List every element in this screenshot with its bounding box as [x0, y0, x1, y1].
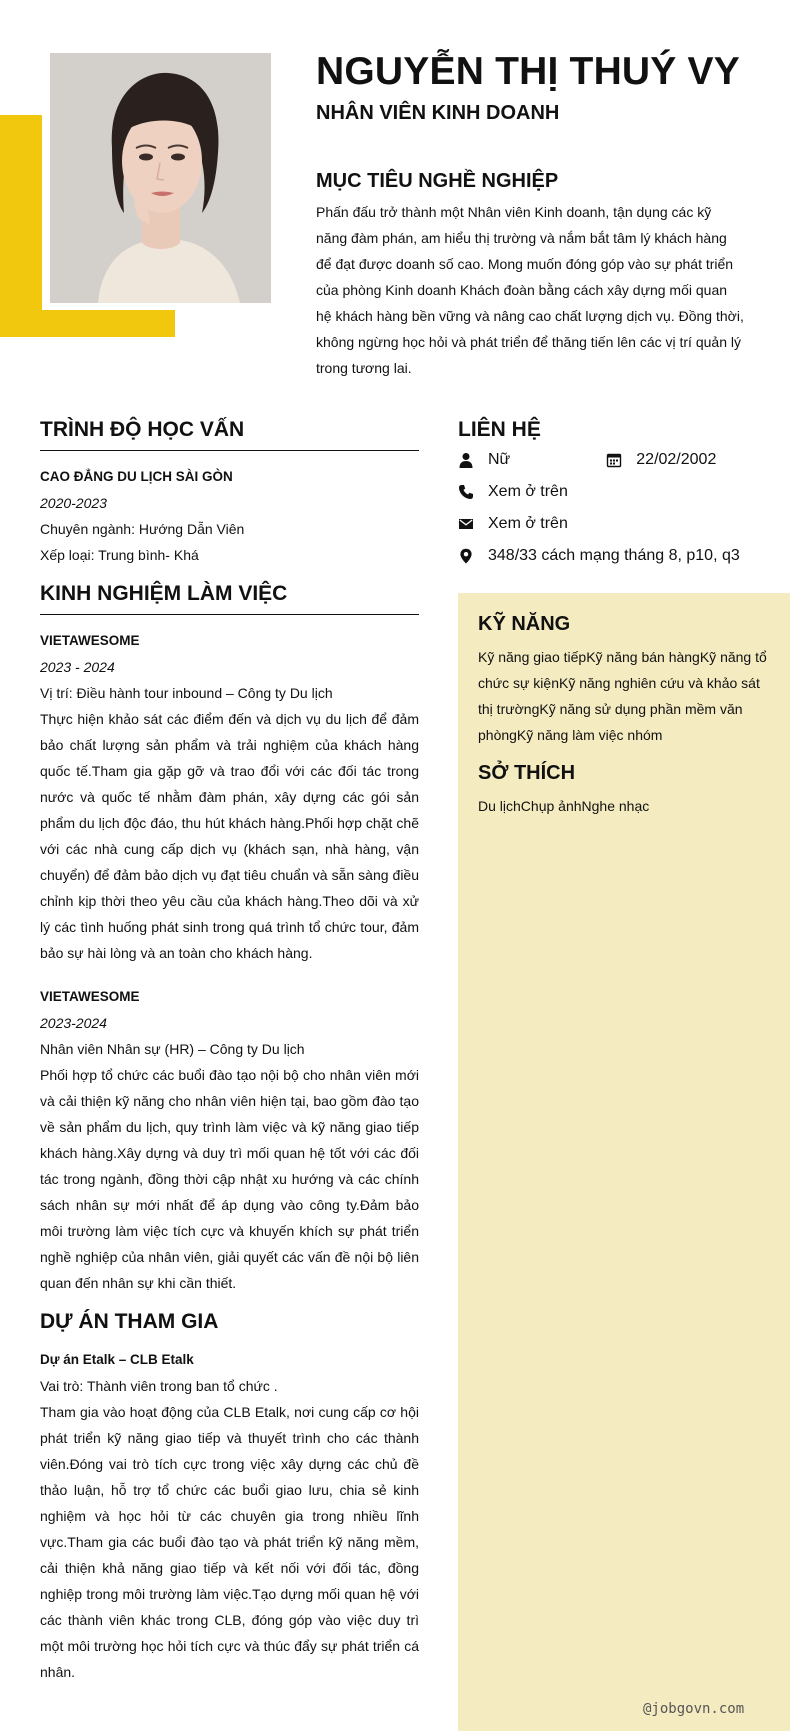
profile-photo — [50, 53, 271, 303]
sidebar-panel — [458, 593, 790, 1731]
objective-text: Phấn đấu trở thành một Nhân viên Kinh doanh, tận dụng các kỹ năng đàm phán, am hiểu thị trường và nắm bắt tâm lý khách hàng để đạt được doanh số cao. Mong muốn đóng góp vào sự phát triển của phòng Kinh doanh Khách đoàn bằng cách xây dựng mối quan hệ khách hàng bền vững và nâng cao chất lượng dịch vụ. Đồng thời, không ngừng học hỏi và phát triển để thăng tiến lên các vị trí quản lý trong tương lai. — [316, 204, 744, 376]
watermark: @jobgovn.com — [643, 1701, 745, 1717]
project-description: Tham gia vào hoạt động của CLB Etalk, nơi cung cấp cơ hội phát triển kỹ năng giao tiếp và thuyết trình cho các thành viên.Đóng vai trò tích cực trong việc xây dựng các chủ đề thảo luận, hỗ trợ tổ chức các buổi giao lưu, chia sẻ kinh nghiệm và học hỏi từ các chuyên gia trong nhiều lĩnh vực.Tham gia các buổi đào tạo và phát triển kỹ năng mềm, cải thiện khả năng giao tiếp và kết nối với đối tác, đồng nghiệp trong môi trường làm việc.Tạo dựng mối quan hệ với các thành viên khác trong CLB, đóng góp vào việc duy trì một môi trường học hỏi tích cực và thúc đẩy sự phát triển cá nhân. — [40, 1404, 419, 1680]
education-title: TRÌNH ĐỘ HỌC VẤN — [40, 418, 419, 451]
project-entry — [40, 1347, 419, 1685]
location-pin-icon — [458, 548, 474, 564]
contact-row-address — [458, 540, 788, 572]
objective-title: MỤC TIÊU NGHỀ NGHIỆP — [316, 170, 559, 192]
experience-company: VIETAWESOME — [40, 989, 140, 1004]
profile-photo-illustration — [50, 53, 271, 303]
contact-gender: Nữ — [488, 451, 511, 468]
education-grade: Xếp loại: Trung bình- Khá — [40, 547, 199, 563]
hobbies-section — [478, 762, 770, 819]
experience-description: Thực hiện khảo sát các điểm đến và dịch vụ du lịch để đảm bảo chất lượng sản phẩm và trải nghiệm của khách hàng quốc tế.Tham gia gặp gỡ và trao đổi với các đối tác trong nước và quốc tế nhằm đàm phán, xây dựng các gói sản phẩm du lịch độc đáo, thu hút khách hàng.Phối hợp chặt chẽ với các nhà cung cấp dịch vụ (khách sạn, nhà hàng, vận chuyển) để đảm bảo dịch vụ đạt tiêu chuẩn và sẵn sàng điều chỉnh kịp thời theo yêu cầu của khách hàng.Theo dõi và xử lý các tình huống phát sinh trong quá trình tổ chức tour, đảm bảo sự hài lòng và an toàn cho khách hàng. — [40, 711, 419, 961]
project-role: Vai trò: Thành viên trong ban tổ chức . — [40, 1378, 278, 1394]
contact-address: 348/33 cách mạng tháng 8, p10, q3 — [488, 547, 740, 564]
contact-row-email — [458, 508, 788, 540]
mail-icon — [458, 516, 474, 532]
skills-text: Kỹ năng giao tiếpKỹ năng bán hàngKỹ năng tổ chức sự kiệnKỹ năng nghiên cứu và khảo sát thị trườngKỹ năng sử dụng phần mềm văn phòngKỹ năng làm việc nhóm — [478, 649, 767, 743]
contact-title: LIÊN HỆ — [458, 418, 541, 441]
projects-title: DỰ ÁN THAM GIA — [40, 1310, 219, 1333]
experience-title: KINH NGHIỆM LÀM VIỆC — [40, 582, 419, 615]
candidate-role: NHÂN VIÊN KINH DOANH — [316, 102, 560, 124]
decor-yellow-bar — [0, 310, 175, 337]
experience-position: Nhân viên Nhân sự (HR) – Công ty Du lịch — [40, 1041, 305, 1057]
experience-entry — [40, 984, 419, 1296]
project-name: Dự án Etalk – CLB Etalk — [40, 1352, 194, 1367]
experience-years: 2023-2024 — [40, 1015, 107, 1031]
education-years: 2020-2023 — [40, 495, 107, 511]
contact-email: Xem ở trên — [488, 515, 568, 532]
education-entry — [40, 464, 419, 568]
experience-section — [40, 582, 419, 1296]
contact-dob: 22/02/2002 — [636, 451, 717, 468]
career-objective-section — [316, 170, 746, 381]
experience-position: Vị trí: Điều hành tour inbound – Công ty Du lịch — [40, 685, 333, 701]
contact-row-phone — [458, 476, 788, 508]
left-column — [40, 418, 419, 1685]
experience-entry — [40, 628, 419, 966]
experience-years: 2023 - 2024 — [40, 659, 115, 675]
candidate-name: NGUYỄN THỊ THUÝ VY — [316, 50, 740, 93]
experience-description: Phối hợp tổ chức các buổi đào tạo nội bộ cho nhân viên mới và cải thiện kỹ năng cho nhân viên hiện tại, bao gồm đào tạo về sản phẩm du lịch, quy trình làm việc và kỹ năng giao tiếp khách hàng.Xây dựng và duy trì mối quan hệ tốt với các đối tác trong ngành, đồng thời cập nhật xu hướng và các chính sách nhân sự mới nhất để áp dụng vào công ty.Đảm bảo môi trường làm việc tích cực và khuyến khích sự phát triển nghề nghiệp của nhân viên, giải quyết các vấn đề nội bộ liên quan đến nhân sự khi cần thiết. — [40, 1067, 419, 1291]
skills-section — [478, 613, 770, 748]
projects-section — [40, 1310, 419, 1685]
decor-yellow-block — [0, 115, 42, 337]
contact-section — [458, 418, 788, 572]
school-name: CAO ĐẲNG DU LỊCH SÀI GÒN — [40, 469, 233, 484]
hobbies-title: SỞ THÍCH — [478, 762, 576, 784]
education-section — [40, 418, 419, 568]
education-major: Chuyên ngành: Hướng Dẫn Viên — [40, 521, 245, 537]
person-icon — [458, 452, 474, 468]
skills-title: KỸ NĂNG — [478, 613, 571, 635]
experience-company: VIETAWESOME — [40, 633, 140, 648]
calendar-icon — [606, 452, 622, 468]
contact-phone: Xem ở trên — [488, 483, 568, 500]
phone-icon — [458, 484, 474, 500]
contact-row-gender-dob — [458, 444, 788, 476]
hobbies-text: Du lịchChụp ảnhNghe nhạc — [478, 798, 650, 814]
